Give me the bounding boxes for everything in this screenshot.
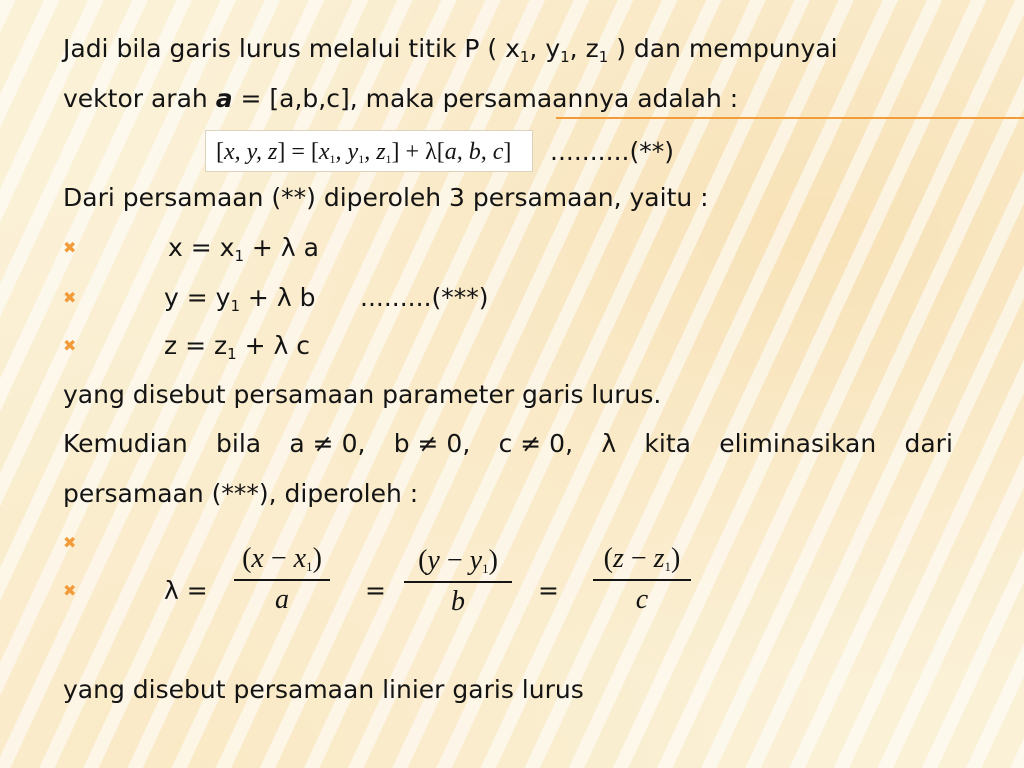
fraction-bar [234, 579, 330, 581]
fraction-y: $(y - y_1)$ b [404, 545, 512, 617]
param-eq-z [164, 331, 310, 361]
accent-rule [556, 117, 1024, 119]
frac-minus: − [439, 545, 470, 576]
word: λ [601, 429, 617, 458]
word: kita [644, 429, 691, 458]
intro-line-2 [63, 84, 738, 114]
param-eq-x [168, 233, 319, 263]
intro-text: vektor arah [63, 84, 216, 113]
fraction-bar [593, 579, 691, 581]
frac-var: x [293, 543, 307, 574]
equation-tag-triple: .........(***) [360, 283, 489, 312]
param-caption: yang disebut persamaan parameter garis lurus. [63, 380, 662, 409]
frac-var: y [427, 545, 440, 576]
frac-denominator: a [275, 584, 289, 615]
intro-line-1 [63, 34, 838, 64]
bullet-x-icon: ✖ [63, 336, 77, 355]
vector-equation: [x, y, $z] = [x_1$, $y_1$, $z_1] + \lambda[a$, b, c] [205, 130, 533, 172]
frac-minus: − [263, 543, 294, 574]
fraction-bar [404, 581, 512, 583]
param-text: x = x [168, 233, 235, 262]
frac-denominator: c [635, 584, 649, 615]
eq-plus-lambda: + λ [399, 139, 437, 165]
param-text: z = z [164, 331, 228, 360]
bullet-x-icon: ✖ [63, 533, 77, 552]
bullet-x-icon: ✖ [63, 288, 77, 307]
eq-y: y [347, 139, 359, 165]
fraction-x: $(x - x_1)$ a [234, 543, 330, 615]
param-text: + λ c [236, 331, 310, 360]
intro-text: = [a,b,c], maka persamaannya adalah : [232, 84, 739, 113]
bullet-x-icon: ✖ [63, 581, 77, 600]
word: a ≠ 0, [289, 429, 366, 458]
elimination-line [63, 429, 953, 459]
intro-text: , y [529, 34, 561, 63]
subscript: 1 [329, 152, 336, 166]
eq-lhs: x, y, z [224, 139, 278, 165]
subscript: 1 [230, 297, 240, 315]
word: b ≠ 0, [393, 429, 471, 458]
frac-minus: − [623, 543, 654, 574]
eq-z: z [376, 139, 386, 165]
frac-var: x [251, 543, 264, 574]
equation-tag-double: ..........(**) [550, 137, 674, 166]
subscript: 1 [227, 345, 237, 363]
equals-sign: = [365, 576, 386, 605]
word: eliminasikan [719, 429, 877, 458]
subscript: 1 [519, 48, 530, 66]
subscript: 1 [306, 559, 313, 574]
subscript: 1 [358, 152, 365, 166]
param-text: y = y [164, 283, 231, 312]
vector-a-symbol: a [215, 84, 233, 113]
word: Kemudian [63, 429, 188, 458]
intro-text: , z [569, 34, 599, 63]
intro-text: Jadi bila garis lurus melalui titik P ( x [63, 34, 520, 63]
word: c ≠ 0, [498, 429, 574, 458]
param-eq-y [164, 283, 315, 313]
subscript: 1 [598, 48, 609, 66]
eq-rhs: a, b, c [444, 139, 504, 165]
intro-line-3: Dari persamaan (**) diperoleh 3 persamaan, yaitu : [63, 183, 709, 212]
lambda-equals: λ = [164, 576, 208, 605]
param-text: + λ b [239, 283, 316, 312]
subscript: 1 [385, 152, 392, 166]
symmetric-caption: yang disebut persamaan linier garis lurus [63, 675, 584, 704]
subscript: 1 [482, 561, 489, 576]
frac-var: z [653, 543, 665, 574]
subscript: 1 [664, 559, 672, 574]
equals-sign: = [538, 576, 559, 605]
word: dari [904, 429, 953, 458]
frac-var: y [469, 545, 483, 576]
subscript: 1 [560, 48, 570, 66]
fraction-z: $(z - z_1)$ c [593, 543, 691, 615]
frac-denominator: b [451, 586, 465, 617]
frac-var: z [612, 543, 624, 574]
subscript: 1 [234, 247, 244, 265]
intro-text: ) dan mempunyai [608, 34, 838, 63]
bullet-x-icon: ✖ [63, 238, 77, 257]
param-text: + λ a [243, 233, 319, 262]
elimination-result-line: persamaan (***), diperoleh : [63, 479, 419, 508]
word: bila [216, 429, 262, 458]
eq-equals: = [285, 139, 311, 165]
eq-x: x [318, 139, 330, 165]
